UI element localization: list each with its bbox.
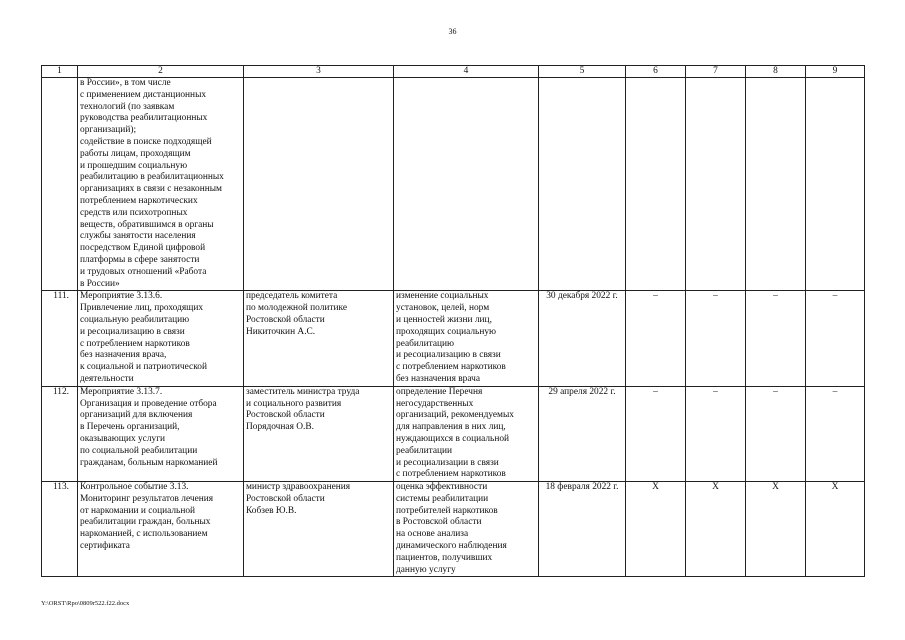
text-line: нуждающихся в социальной: [396, 433, 510, 444]
text-line: по молодежной политике: [246, 303, 347, 314]
text-line: работы лицам, проходящим: [80, 148, 191, 159]
text-line: для направления в них лиц,: [396, 422, 506, 433]
text-line: системы реабилитации: [396, 493, 489, 504]
text-line: реабилитацию: [396, 338, 455, 349]
text-line: и ресоциализации в связи: [396, 457, 499, 468]
text-line: от наркомании и социальной: [80, 505, 196, 516]
text-line: динамического наблюдения: [396, 541, 507, 552]
text-line: и трудовых отношений «Работа: [80, 266, 207, 277]
col-header: 1: [42, 66, 78, 78]
result-cell: [394, 386, 539, 481]
text-line: к социальной и патриотической: [80, 362, 207, 373]
text-line: в Ростовской области: [396, 517, 482, 528]
col-header: 3: [244, 66, 394, 78]
text-line: потреблением наркотических: [80, 195, 198, 206]
text-line: Ростовской области: [246, 410, 325, 421]
mark-cell: X: [626, 482, 686, 577]
text-line: и социального развития: [246, 398, 342, 409]
text-line: содействие в поиске подходящей: [80, 136, 212, 147]
mark-cell: –: [626, 291, 686, 386]
row-number: 113.: [42, 482, 78, 577]
text-line: проходящих социальную: [396, 326, 497, 337]
mark-cell: –: [686, 291, 746, 386]
continuation-row: [42, 78, 865, 291]
text-line: наркоманией, с использованием: [80, 529, 208, 540]
date-cell: 18 февраля 2022 г.: [539, 482, 626, 577]
text-line: организаций, рекомендуемых: [396, 410, 514, 421]
text-line: реабилитации: [396, 445, 453, 456]
mark-cell: X: [746, 482, 806, 577]
text-line: Никиточкин А.С.: [246, 326, 316, 337]
text-line: Контрольное событие 3.13.: [80, 482, 189, 493]
text-line: гражданам, больным наркоманией: [80, 457, 218, 468]
col-header: 8: [746, 66, 806, 78]
text-line: данную услугу: [396, 564, 456, 575]
text-line: в России», в том числе: [80, 78, 171, 88]
text-line: реабилитацию в реабилитационных: [80, 172, 224, 183]
table-row: [42, 482, 865, 577]
text-line: заместитель министра труда: [246, 386, 360, 397]
text-line: Мероприятие 3.13.6.: [80, 291, 163, 302]
text-line: изменение социальных: [396, 291, 489, 302]
mark-cell: X: [686, 482, 746, 577]
event-cell: [78, 482, 244, 577]
text-line: и ресоциализацию в связи: [80, 326, 185, 337]
page-number: 36: [448, 27, 457, 36]
text-line: Мониторинг результатов лечения: [80, 493, 214, 504]
table-row: [42, 291, 865, 386]
table-row: [42, 386, 865, 481]
text-line: оказывающих услуги: [80, 433, 166, 444]
text-line: пациентов, получивших: [396, 552, 493, 563]
text-line: с потреблением наркотиков: [80, 338, 190, 349]
text-line: технологий (по заявкам: [80, 101, 175, 112]
text-line: с потреблением наркотиков: [396, 362, 506, 373]
text-line: реабилитации граждан, больных: [80, 517, 211, 528]
result-cell: [394, 482, 539, 577]
col-header: 9: [806, 66, 865, 78]
text-line: по социальной реабилитации: [80, 445, 198, 456]
text-line: организаций);: [80, 125, 137, 136]
text-line: установок, целей, норм: [396, 303, 490, 314]
mark-cell: –: [686, 386, 746, 481]
mark-cell: –: [806, 386, 865, 481]
text-line: посредством Единой цифровой: [80, 243, 206, 254]
text-line: министр здравоохранения: [246, 482, 351, 493]
col-header: 4: [394, 66, 539, 78]
text-line: руководства реабилитационных: [80, 113, 208, 124]
text-line: на основе анализа: [396, 529, 469, 540]
text-line: организациях в связи с незаконным: [80, 184, 222, 195]
row-number: 111.: [42, 291, 78, 386]
text-line: с применением дистанционных: [80, 89, 207, 100]
text-line: и ресоциализацию в связи: [396, 350, 501, 361]
responsible-cell: [244, 482, 394, 577]
column-number-row: [42, 66, 865, 78]
text-line: в России»: [80, 278, 120, 289]
event-cell: [78, 386, 244, 481]
responsible-cell: [244, 386, 394, 481]
file-path-footer: Y:\ORST\Rpo\0809r522.f22.docx: [41, 600, 130, 607]
text-line: с потреблением наркотиков: [396, 469, 506, 480]
text-line: Мероприятие 3.13.7.: [80, 386, 163, 397]
col-header: 2: [78, 66, 244, 78]
text-line: определение Перечня: [396, 386, 483, 397]
col-header: 5: [539, 66, 626, 78]
responsible-cell: [244, 291, 394, 386]
col-header: 6: [626, 66, 686, 78]
text-line: службы занятости населения: [80, 231, 196, 242]
text-line: Ростовской области: [246, 314, 325, 325]
text-line: деятельности: [80, 373, 134, 384]
text-line: Организация и проведение отбора: [80, 398, 217, 409]
event-cell: [78, 78, 244, 291]
text-line: негосударственных: [396, 398, 474, 409]
row-number: 112.: [42, 386, 78, 481]
mark-cell: –: [806, 291, 865, 386]
text-line: оценка эффективности: [396, 482, 488, 493]
text-line: Кобзев Ю.В.: [246, 505, 297, 516]
date-cell: 29 апреля 2022 г.: [539, 386, 626, 481]
text-line: председатель комитета: [246, 291, 338, 302]
result-cell: [394, 291, 539, 386]
text-line: и ценностей жизни лиц,: [396, 314, 492, 325]
event-cell: [78, 291, 244, 386]
mark-cell: –: [746, 291, 806, 386]
text-line: организаций для включения: [80, 410, 193, 421]
text-line: платформы в сфере занятости: [80, 254, 200, 265]
plan-table: [41, 65, 865, 577]
text-line: без назначения врача,: [80, 350, 167, 361]
text-line: Порядочная О.В.: [246, 422, 314, 433]
text-line: Привлечение лиц, проходящих: [80, 303, 204, 314]
mark-cell: –: [626, 386, 686, 481]
text-line: веществ, обратившимся в органы: [80, 219, 214, 230]
text-line: в Перечень организаций,: [80, 422, 180, 433]
text-line: средств или психотропных: [80, 207, 188, 218]
mark-cell: X: [806, 482, 865, 577]
text-line: Ростовской области: [246, 493, 325, 504]
col-header: 7: [686, 66, 746, 78]
date-cell: 30 декабря 2022 г.: [539, 291, 626, 386]
text-line: без назначения врача: [396, 373, 480, 384]
text-line: и прошедшим социальную: [80, 160, 188, 171]
text-line: потребителей наркотиков: [396, 505, 498, 516]
text-line: социальную реабилитацию: [80, 314, 190, 325]
text-line: сертификата: [80, 541, 130, 552]
mark-cell: –: [746, 386, 806, 481]
